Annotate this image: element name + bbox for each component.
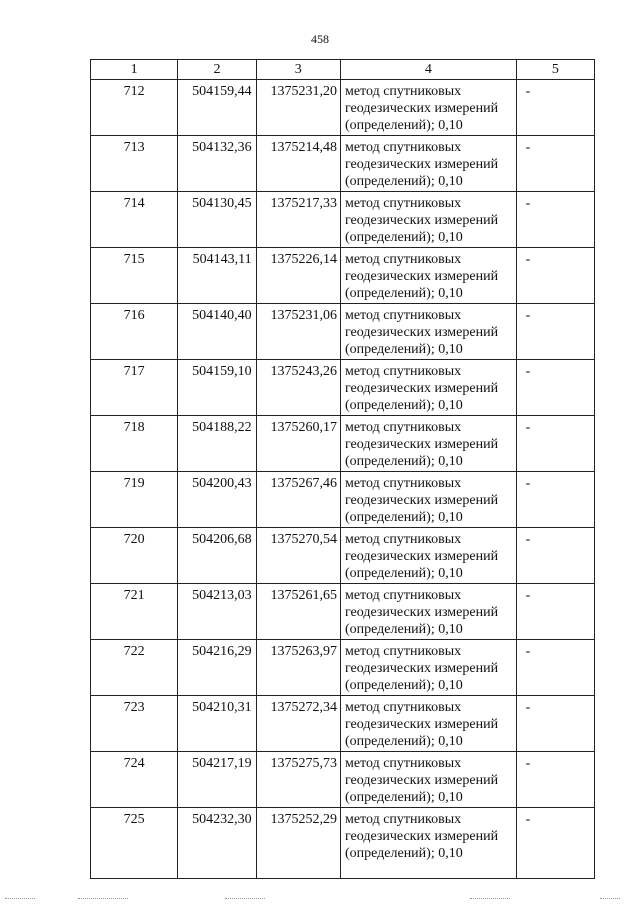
method-line-3: (определений); 0,10	[344, 622, 463, 637]
x-coordinate-cell: 504210,31	[178, 696, 256, 752]
description-cell: -	[516, 696, 594, 752]
method-line-3: (определений); 0,10	[344, 734, 463, 749]
description-cell: -	[516, 192, 594, 248]
description-cell: -	[516, 416, 594, 472]
description-cell: -	[516, 472, 594, 528]
method-cell	[340, 752, 516, 808]
method-line-2: геодезических измерений	[344, 829, 499, 844]
table-row	[91, 808, 595, 879]
table-row	[91, 528, 595, 584]
method-line-3: (определений); 0,10	[344, 566, 463, 581]
y-coordinate-cell: 1375231,06	[256, 304, 340, 360]
method-line-1: метод спутниковых	[344, 644, 462, 659]
point-number-cell: 713	[91, 136, 178, 192]
method-cell	[340, 80, 516, 136]
method-line-3: (определений); 0,10	[344, 846, 463, 861]
y-coordinate-cell: 1375226,14	[256, 248, 340, 304]
scan-mark	[600, 898, 620, 901]
point-number-cell: 720	[91, 528, 178, 584]
method-line-2: геодезических измерений	[344, 269, 499, 284]
method-cell	[340, 808, 516, 879]
method-line-3: (определений); 0,10	[344, 510, 463, 525]
description-cell: -	[516, 808, 594, 879]
method-cell	[340, 360, 516, 416]
header-col-2: 2	[178, 60, 256, 80]
x-coordinate-cell: 504216,29	[178, 640, 256, 696]
scan-mark	[470, 898, 510, 901]
description-cell: -	[516, 584, 594, 640]
page-number: 458	[311, 32, 329, 46]
method-cell	[340, 640, 516, 696]
scan-mark	[225, 898, 265, 901]
x-coordinate-cell: 504140,40	[178, 304, 256, 360]
y-coordinate-cell: 1375261,65	[256, 584, 340, 640]
point-number-cell: 712	[91, 80, 178, 136]
description-cell: -	[516, 360, 594, 416]
method-line-2: геодезических измерений	[344, 717, 499, 732]
method-line-1: метод спутниковых	[344, 140, 462, 155]
y-coordinate-cell: 1375272,34	[256, 696, 340, 752]
point-number-cell: 721	[91, 584, 178, 640]
method-line-2: геодезических измерений	[344, 605, 499, 620]
method-line-1: метод спутниковых	[344, 420, 462, 435]
method-cell	[340, 136, 516, 192]
table-row	[91, 248, 595, 304]
x-coordinate-cell: 504232,30	[178, 808, 256, 879]
table-row	[91, 640, 595, 696]
point-number-cell: 716	[91, 304, 178, 360]
point-number-cell: 715	[91, 248, 178, 304]
method-line-3: (определений); 0,10	[344, 790, 463, 805]
header-col-4: 4	[340, 60, 516, 80]
method-line-2: геодезических измерений	[344, 549, 499, 564]
method-line-2: геодезических измерений	[344, 773, 499, 788]
description-cell: -	[516, 304, 594, 360]
method-line-1: метод спутниковых	[344, 756, 462, 771]
method-cell	[340, 584, 516, 640]
method-cell	[340, 472, 516, 528]
method-line-3: (определений); 0,10	[344, 118, 463, 133]
method-cell	[340, 304, 516, 360]
method-line-1: метод спутниковых	[344, 532, 462, 547]
x-coordinate-cell: 504159,10	[178, 360, 256, 416]
point-number-cell: 719	[91, 472, 178, 528]
point-number-cell: 718	[91, 416, 178, 472]
description-cell: -	[516, 80, 594, 136]
description-cell: -	[516, 248, 594, 304]
point-number-cell: 723	[91, 696, 178, 752]
scan-mark	[78, 898, 128, 901]
table-row	[91, 136, 595, 192]
y-coordinate-cell: 1375270,54	[256, 528, 340, 584]
y-coordinate-cell: 1375214,48	[256, 136, 340, 192]
method-line-2: геодезических измерений	[344, 661, 499, 676]
table-header	[91, 60, 595, 80]
method-line-3: (определений); 0,10	[344, 174, 463, 189]
point-number-cell: 722	[91, 640, 178, 696]
x-coordinate-cell: 504132,36	[178, 136, 256, 192]
method-line-1: метод спутниковых	[344, 812, 462, 827]
table-body	[91, 80, 595, 879]
table-row	[91, 416, 595, 472]
method-line-2: геодезических измерений	[344, 157, 499, 172]
method-line-1: метод спутниковых	[344, 364, 462, 379]
header-row	[91, 60, 595, 80]
point-number-cell: 725	[91, 808, 178, 879]
y-coordinate-cell: 1375267,46	[256, 472, 340, 528]
scan-footer-marks	[0, 895, 640, 901]
method-line-3: (определений); 0,10	[344, 230, 463, 245]
method-line-1: метод спутниковых	[344, 476, 462, 491]
x-coordinate-cell: 504130,45	[178, 192, 256, 248]
method-line-3: (определений); 0,10	[344, 342, 463, 357]
header-col-3: 3	[256, 60, 340, 80]
header-col-5: 5	[516, 60, 594, 80]
description-cell: -	[516, 136, 594, 192]
point-number-cell: 714	[91, 192, 178, 248]
description-cell: -	[516, 528, 594, 584]
method-cell	[340, 416, 516, 472]
x-coordinate-cell: 504217,19	[178, 752, 256, 808]
method-line-3: (определений); 0,10	[344, 398, 463, 413]
method-cell	[340, 248, 516, 304]
method-line-2: геодезических измерений	[344, 101, 499, 116]
y-coordinate-cell: 1375263,97	[256, 640, 340, 696]
x-coordinate-cell: 504143,11	[178, 248, 256, 304]
table-row	[91, 696, 595, 752]
y-coordinate-cell: 1375231,20	[256, 80, 340, 136]
y-coordinate-cell: 1375275,73	[256, 752, 340, 808]
method-line-2: геодезических измерений	[344, 381, 499, 396]
header-col-1: 1	[91, 60, 178, 80]
method-line-3: (определений); 0,10	[344, 454, 463, 469]
method-line-2: геодезических измерений	[344, 213, 499, 228]
method-line-3: (определений); 0,10	[344, 678, 463, 693]
description-cell: -	[516, 640, 594, 696]
table-row	[91, 752, 595, 808]
method-cell	[340, 696, 516, 752]
x-coordinate-cell: 504200,43	[178, 472, 256, 528]
method-line-2: геодезических измерений	[344, 437, 499, 452]
method-line-2: геодезических измерений	[344, 493, 499, 508]
x-coordinate-cell: 504188,22	[178, 416, 256, 472]
method-cell	[340, 192, 516, 248]
table-row	[91, 360, 595, 416]
table-row	[91, 584, 595, 640]
method-line-3: (определений); 0,10	[344, 286, 463, 301]
scan-mark	[5, 898, 35, 901]
table-row	[91, 192, 595, 248]
description-cell: -	[516, 752, 594, 808]
y-coordinate-cell: 1375217,33	[256, 192, 340, 248]
method-line-1: метод спутниковых	[344, 196, 462, 211]
y-coordinate-cell: 1375260,17	[256, 416, 340, 472]
method-cell	[340, 528, 516, 584]
coordinates-table	[90, 59, 595, 879]
table-row	[91, 304, 595, 360]
method-line-1: метод спутниковых	[344, 84, 462, 99]
table-row	[91, 80, 595, 136]
point-number-cell: 717	[91, 360, 178, 416]
x-coordinate-cell: 504213,03	[178, 584, 256, 640]
point-number-cell: 724	[91, 752, 178, 808]
method-line-1: метод спутниковых	[344, 308, 462, 323]
x-coordinate-cell: 504206,68	[178, 528, 256, 584]
method-line-1: метод спутниковых	[344, 252, 462, 267]
method-line-1: метод спутниковых	[344, 588, 462, 603]
method-line-1: метод спутниковых	[344, 700, 462, 715]
method-line-2: геодезических измерений	[344, 325, 499, 340]
table-row	[91, 472, 595, 528]
x-coordinate-cell: 504159,44	[178, 80, 256, 136]
y-coordinate-cell: 1375243,26	[256, 360, 340, 416]
y-coordinate-cell: 1375252,29	[256, 808, 340, 879]
